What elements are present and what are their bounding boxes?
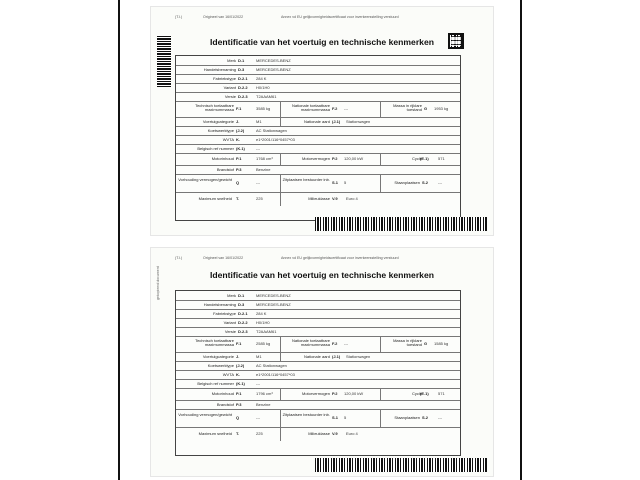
label-merk: Merk bbox=[227, 58, 236, 63]
header-note: Annex vd EU gelijkvormigheidscertificaat voor inverkeersstelling verstuurd bbox=[281, 256, 399, 260]
code-belgisch-ref: (K.1) bbox=[236, 146, 245, 151]
label-nationale-massa: Nationale toelaatbare maximummassa bbox=[291, 338, 330, 348]
label-handelsbenaming: Handelsbenaming bbox=[203, 67, 236, 72]
vehicle-table bbox=[175, 55, 461, 221]
header-ref: (T.I.) bbox=[175, 15, 183, 19]
value-nationale-massa: --- bbox=[344, 106, 348, 111]
label-nationale-massa: Nationale toelaatbare maximummassa bbox=[291, 103, 330, 113]
label-motorinhoud: Motorinhoud bbox=[211, 156, 234, 161]
label-motorinhoud: Motorinhoud bbox=[211, 391, 234, 396]
label-wvta: WVTA bbox=[222, 372, 234, 377]
value-handelsbenaming: MERCEDES-BENZ bbox=[256, 302, 291, 307]
value-milieuklasse: Euro 4 bbox=[346, 196, 358, 201]
code-massa-rijklaar: G bbox=[424, 106, 428, 111]
value-massa-rijklaar: 1585 kg bbox=[434, 341, 449, 346]
label-staanplaatsen: Staanplaatsen bbox=[394, 180, 420, 185]
code-wvta: K. bbox=[236, 137, 240, 142]
value-brandstof: Benzine bbox=[256, 167, 271, 172]
value-cycle: 571 bbox=[438, 391, 445, 396]
code-fabriekstype: D.2.1 bbox=[238, 311, 248, 316]
code-koetswerktype: (J.2) bbox=[236, 363, 245, 368]
certificate-sheet-top bbox=[150, 6, 494, 236]
table-row bbox=[176, 174, 460, 193]
value-massa-rijklaar: 1953 kg bbox=[434, 106, 449, 111]
label-brandstof: Brandstof bbox=[216, 167, 234, 172]
value-motorinhoud: 1796 cm³ bbox=[256, 391, 273, 396]
value-handelsbenaming: MERCEDES-BENZ bbox=[256, 67, 291, 72]
label-massa-rijklaar: Massa in rijklare toestand bbox=[393, 338, 422, 348]
label-cycle: Cycle bbox=[411, 156, 422, 161]
label-zitplaatsen: Zitplaatsen bestuurder inb. bbox=[282, 177, 330, 182]
code-max-snelheid: T. bbox=[236, 431, 240, 436]
label-wvta: WVTA bbox=[222, 137, 234, 142]
header-note: Annex vd EU gelijkvormigheidscertificaat voor inverkeersstelling verstuurd bbox=[281, 15, 399, 19]
code-massa-rijklaar: G bbox=[424, 341, 428, 346]
code-motorinhoud: P.1 bbox=[236, 391, 242, 396]
value-zitplaatsen: 5 bbox=[344, 415, 347, 420]
value-cycle: 571 bbox=[438, 156, 445, 161]
label-staanplaatsen: Staanplaatsen bbox=[394, 415, 420, 420]
code-nationale-aard: (J.1) bbox=[332, 354, 341, 359]
value-motorvermogen: 120,00 kW bbox=[344, 391, 364, 396]
value-nationale-aard: Stationwagen bbox=[346, 354, 371, 359]
header-date: Origineel van 16/01/2022 bbox=[203, 256, 244, 260]
value-zitplaatsen: 5 bbox=[344, 180, 347, 185]
label-max-snelheid: Maximum snelheid bbox=[198, 196, 232, 201]
label-vorhouding: Vorhouding vermogen/gewicht bbox=[178, 412, 232, 417]
code-motorvermogen: P.2 bbox=[332, 391, 338, 396]
label-massa-rijklaar: Massa in rijklare toestand bbox=[393, 103, 422, 113]
table-row bbox=[176, 336, 460, 353]
label-belgisch-ref: Belgisch ref nummer bbox=[197, 146, 234, 151]
code-koetswerktype: (J.2) bbox=[236, 128, 245, 133]
left-frame-line bbox=[118, 0, 120, 480]
value-merk: MERCEDES-BENZ bbox=[256, 293, 291, 298]
value-toelaatbare-massa: 2585 kg bbox=[256, 341, 271, 346]
code-zitplaatsen: S.1 bbox=[332, 180, 339, 185]
value-vorhouding: --- bbox=[256, 180, 260, 185]
code-belgisch-ref: (K.1) bbox=[236, 381, 245, 386]
code-brandstof: P.3 bbox=[236, 167, 242, 172]
label-koetswerktype: Koetswerktype bbox=[207, 128, 234, 133]
label-handelsbenaming: Handelsbenaming bbox=[203, 302, 236, 307]
value-variant: H0/1H0 bbox=[256, 320, 270, 325]
code-handelsbenaming: D.3 bbox=[238, 302, 245, 307]
document-title: Identificatie van het voertuig en technische kenmerken bbox=[210, 270, 434, 280]
code-handelsbenaming: D.3 bbox=[238, 67, 245, 72]
label-fabriekstype: Fabriekstype bbox=[213, 76, 236, 81]
code-zitplaatsen: S.1 bbox=[332, 415, 339, 420]
value-versie: T2AAAM61 bbox=[256, 94, 277, 99]
label-motorvermogen: Motorvermogen bbox=[301, 156, 330, 161]
vehicle-table bbox=[175, 290, 461, 456]
header-date: Origineel van 16/01/2022 bbox=[203, 15, 244, 19]
label-voertuigcategorie: Voertuigcategorie bbox=[202, 119, 234, 124]
code-fabriekstype: D.2.1 bbox=[238, 76, 248, 81]
document-title: Identificatie van het voertuig en technische kenmerken bbox=[210, 37, 434, 47]
label-voertuigcategorie: Voertuigcategorie bbox=[202, 354, 234, 359]
label-belgisch-ref: Belgisch ref nummer bbox=[197, 381, 234, 386]
code-merk: D.1 bbox=[238, 293, 245, 298]
label-nationale-aard: Nationale aard bbox=[303, 119, 330, 124]
label-fabriekstype: Fabriekstype bbox=[213, 311, 236, 316]
code-cycle: (E.1) bbox=[420, 156, 429, 161]
code-motorvermogen: P.2 bbox=[332, 156, 338, 161]
label-milieuklasse: Milieuklasse bbox=[308, 431, 330, 436]
value-milieuklasse: Euro 4 bbox=[346, 431, 358, 436]
code-voertuigcategorie: J. bbox=[236, 354, 240, 359]
value-wvta: e1*2001/116*0457*03 bbox=[256, 372, 295, 377]
label-versie: Versie bbox=[224, 94, 236, 99]
code-versie: D.2.3 bbox=[238, 94, 248, 99]
code-milieuklasse: V.9 bbox=[332, 196, 338, 201]
value-belgisch-ref: --- bbox=[256, 381, 260, 386]
code-nationale-massa: F.2 bbox=[332, 341, 338, 346]
value-brandstof: Benzine bbox=[256, 402, 271, 407]
value-max-snelheid: 225 bbox=[256, 431, 263, 436]
code-vorhouding: Q bbox=[236, 415, 240, 420]
barcode bbox=[315, 458, 487, 472]
value-nationale-massa: --- bbox=[344, 341, 348, 346]
value-staanplaatsen: --- bbox=[438, 415, 442, 420]
code-cycle: (E.1) bbox=[420, 391, 429, 396]
value-wvta: e1*2001/116*0457*03 bbox=[256, 137, 295, 142]
label-cycle: Cycle bbox=[411, 391, 422, 396]
value-nationale-aard: Stationwagen bbox=[346, 119, 371, 124]
value-belgisch-ref: --- bbox=[256, 146, 260, 151]
code-variant: D.2.2 bbox=[238, 85, 248, 90]
code-toelaatbare-massa: F.1 bbox=[236, 106, 242, 111]
label-merk: Merk bbox=[227, 293, 236, 298]
value-fabriekstype: 284 K bbox=[256, 311, 267, 316]
value-koetswerktype: AC Stationwagen bbox=[256, 128, 287, 133]
table-row bbox=[176, 409, 460, 428]
header-ref: (T.I.) bbox=[175, 256, 183, 260]
label-variant: Variant bbox=[223, 320, 236, 325]
code-variant: D.2.2 bbox=[238, 320, 248, 325]
label-toelaatbare-massa: Technisch toelaatbare maximummassa bbox=[195, 103, 234, 113]
code-staanplaatsen: S.2 bbox=[422, 180, 429, 185]
label-max-snelheid: Maximum snelheid bbox=[198, 431, 232, 436]
value-staanplaatsen: --- bbox=[438, 180, 442, 185]
value-motorvermogen: 120,00 kW bbox=[344, 156, 364, 161]
code-staanplaatsen: S.2 bbox=[422, 415, 429, 420]
code-voertuigcategorie: J. bbox=[236, 119, 240, 124]
label-brandstof: Brandstof bbox=[216, 402, 234, 407]
value-variant: H0/1H0 bbox=[256, 85, 270, 90]
value-merk: MERCEDES-BENZ bbox=[256, 58, 291, 63]
value-toelaatbare-massa: 3585 kg bbox=[256, 106, 271, 111]
label-milieuklasse: Milieuklasse bbox=[308, 196, 330, 201]
code-wvta: K. bbox=[236, 372, 240, 377]
label-variant: Variant bbox=[223, 85, 236, 90]
value-koetswerktype: AC Stationwagen bbox=[256, 363, 287, 368]
code-toelaatbare-massa: F.1 bbox=[236, 341, 242, 346]
code-merk: D.1 bbox=[238, 58, 245, 63]
barcode bbox=[315, 217, 487, 231]
code-nationale-massa: F.2 bbox=[332, 106, 338, 111]
right-frame-line bbox=[520, 0, 522, 480]
value-voertuigcategorie: M1 bbox=[256, 354, 262, 359]
code-motorinhoud: P.1 bbox=[236, 156, 242, 161]
label-versie: Versie bbox=[224, 329, 236, 334]
value-voertuigcategorie: M1 bbox=[256, 119, 262, 124]
value-max-snelheid: 225 bbox=[256, 196, 263, 201]
code-nationale-aard: (J.1) bbox=[332, 119, 341, 124]
value-fabriekstype: 284 K bbox=[256, 76, 267, 81]
label-koetswerktype: Koetswerktype bbox=[207, 363, 234, 368]
label-motorvermogen: Motorvermogen bbox=[301, 391, 330, 396]
label-toelaatbare-massa: Technisch toelaatbare maximummassa bbox=[195, 338, 234, 348]
code-max-snelheid: T. bbox=[236, 196, 240, 201]
label-vorhouding: Vorhouding vermogen/gewicht bbox=[178, 177, 232, 182]
certificate-sheet-bottom bbox=[150, 247, 494, 477]
value-vorhouding: --- bbox=[256, 415, 260, 420]
side-watermark-text: gekopieerd document bbox=[156, 266, 160, 300]
code-versie: D.2.3 bbox=[238, 329, 248, 334]
label-nationale-aard: Nationale aard bbox=[303, 354, 330, 359]
table-row bbox=[176, 427, 460, 441]
value-motorinhoud: 1768 cm³ bbox=[256, 156, 273, 161]
table-row bbox=[176, 192, 460, 206]
table-row bbox=[176, 101, 460, 118]
code-brandstof: P.3 bbox=[236, 402, 242, 407]
value-versie: T2AAAM61 bbox=[256, 329, 277, 334]
code-vorhouding: Q bbox=[236, 180, 240, 185]
label-zitplaatsen: Zitplaatsen bestuurder inb. bbox=[282, 412, 330, 417]
code-milieuklasse: V.9 bbox=[332, 431, 338, 436]
